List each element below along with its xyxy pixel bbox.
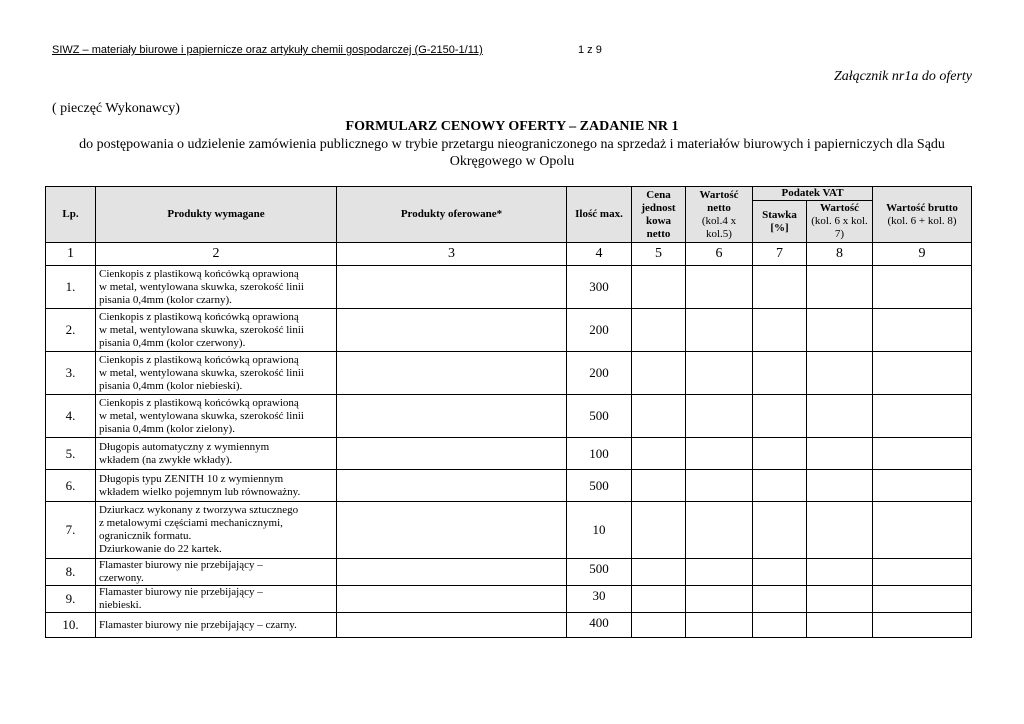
- description-line: w metal, wentylowana skuwka, szerokość linii: [99, 366, 304, 379]
- column-number: 9: [873, 243, 972, 266]
- description-line: pisania 0,4mm (kolor czarny).: [99, 293, 232, 306]
- vat-rate-cell[interactable]: [753, 352, 807, 395]
- vat-rate-cell[interactable]: [753, 309, 807, 352]
- gross-value-cell[interactable]: [873, 613, 972, 638]
- unit-price-cell[interactable]: [632, 502, 686, 559]
- description-line: pisania 0,4mm (kolor czerwony).: [99, 336, 246, 349]
- description-line: Dziurkacz wykonany z tworzywa sztucznego: [99, 504, 299, 516]
- quantity-cell: 300: [567, 266, 632, 309]
- gross-value-cell[interactable]: [873, 438, 972, 470]
- contractor-stamp-label: ( pieczęć Wykonawcy): [52, 101, 180, 116]
- table-row: [46, 559, 972, 586]
- net-value-cell[interactable]: [686, 470, 753, 502]
- row-number: 5.: [46, 438, 96, 470]
- row-number: 3.: [46, 352, 96, 395]
- description-line: ogranicznik formatu.: [99, 530, 192, 542]
- vat-rate-cell[interactable]: [753, 613, 807, 638]
- offered-product-cell[interactable]: [337, 470, 567, 502]
- quantity-cell: 400: [567, 613, 632, 638]
- required-product-description: [96, 266, 337, 309]
- table-row: [46, 470, 972, 502]
- offered-product-cell[interactable]: [337, 586, 567, 613]
- required-product-description: [96, 395, 337, 438]
- header-net-value: [686, 187, 753, 243]
- offered-product-cell[interactable]: [337, 613, 567, 638]
- gross-value-cell[interactable]: [873, 309, 972, 352]
- column-number: 3: [337, 243, 567, 266]
- required-product-description: [96, 586, 337, 613]
- header-vat-value: [807, 201, 873, 243]
- net-value-cell[interactable]: [686, 438, 753, 470]
- row-number: 9.: [46, 586, 96, 613]
- header-lp: Lp.: [46, 187, 96, 243]
- description-line: w metal, wentylowana skuwka, szerokość linii: [99, 323, 304, 336]
- header-unit-price: Cena jednost kowa netto: [632, 187, 686, 243]
- net-value-cell[interactable]: [686, 395, 753, 438]
- description-line: Cienkopis z plastikową końcówką oprawioną: [99, 267, 299, 280]
- column-number: 4: [567, 243, 632, 266]
- description-line: wkładem (na zwykłe wkłady).: [99, 453, 233, 466]
- vat-value-cell[interactable]: [807, 395, 873, 438]
- description-line: Dziurkowanie do 22 kartek.: [99, 543, 222, 555]
- description-line: pisania 0,4mm (kolor zielony).: [99, 422, 235, 435]
- unit-price-cell[interactable]: [632, 470, 686, 502]
- column-number: 5: [632, 243, 686, 266]
- net-value-cell[interactable]: [686, 309, 753, 352]
- gross-value-cell[interactable]: [873, 395, 972, 438]
- header-vat-value-note: (kol. 6 x kol. 7): [811, 215, 868, 240]
- header-quantity: Ilość max.: [567, 187, 632, 243]
- description-line: Cienkopis z plastikową końcówką oprawioną: [99, 396, 299, 409]
- header-text: SIWZ – materiały biurowe i papiernicze oraz artykuły chemii gospodarczej (G-2150-1/11): [52, 44, 483, 56]
- description-line: w metal, wentylowana skuwka, szerokość linii: [99, 409, 304, 422]
- column-number: 7: [753, 243, 807, 266]
- table-row: [46, 352, 972, 395]
- vat-value-cell[interactable]: [807, 266, 873, 309]
- unit-price-cell[interactable]: [632, 395, 686, 438]
- offered-product-cell[interactable]: [337, 395, 567, 438]
- header-offered-products: Produkty oferowane*: [337, 187, 567, 243]
- net-value-cell[interactable]: [686, 352, 753, 395]
- table-row: [46, 438, 972, 470]
- gross-value-cell[interactable]: [873, 470, 972, 502]
- net-value-cell[interactable]: [686, 613, 753, 638]
- vat-value-cell[interactable]: [807, 502, 873, 559]
- vat-rate-cell[interactable]: [753, 266, 807, 309]
- column-number: 8: [807, 243, 873, 266]
- table-row: [46, 586, 972, 613]
- price-table: [45, 186, 972, 638]
- header-vat-value-label: Wartość: [819, 202, 860, 214]
- form-title: FORMULARZ CENOWY OFERTY – ZADANIE NR 1: [345, 119, 679, 134]
- unit-price-cell[interactable]: [632, 559, 686, 586]
- offered-product-cell[interactable]: [337, 559, 567, 586]
- row-number: 1.: [46, 266, 96, 309]
- description-line: Długopis automatyczny z wymiennym: [99, 440, 270, 453]
- vat-rate-cell[interactable]: [753, 438, 807, 470]
- description-line: z metalowymi częściami mechanicznymi,: [99, 517, 283, 529]
- vat-rate-cell[interactable]: [753, 559, 807, 586]
- row-number: 10.: [46, 613, 96, 638]
- description-line: Flamaster biurowy nie przebijający – czarny.: [99, 618, 297, 631]
- quantity-cell: 10: [567, 502, 632, 559]
- table-row: [46, 266, 972, 309]
- annex-label: Załącznik nr1a do oferty: [833, 69, 972, 84]
- required-product-description: [96, 613, 337, 638]
- column-number: 6: [686, 243, 753, 266]
- row-number: 8.: [46, 559, 96, 586]
- document-header: [52, 44, 600, 56]
- gross-value-cell[interactable]: [873, 502, 972, 559]
- form-subtitle: do postępowania o udzielenie zamówienia publicznego w trybie przetargu nieograniczonego na sprzedaż i materiałów biurowych i papierniczych dla Sądu Okręgowego w Opolu: [79, 137, 945, 169]
- description-line: w metal, wentylowana skuwka, szerokość linii: [99, 280, 304, 293]
- description-line: Długopis typu ZENITH 10 z wymiennym: [99, 472, 284, 485]
- page-number: 1 z 9: [578, 44, 602, 56]
- description-line: Flamaster biurowy nie przebijający –: [99, 559, 263, 571]
- gross-value-cell[interactable]: [873, 352, 972, 395]
- description-line: Cienkopis z plastikową końcówką oprawioną: [99, 310, 299, 323]
- vat-rate-cell[interactable]: [753, 502, 807, 559]
- header-vat-rate: Stawka [%]: [753, 201, 807, 243]
- unit-price-cell[interactable]: [632, 352, 686, 395]
- description-line: Cienkopis z plastikową końcówką oprawioną: [99, 353, 299, 366]
- offered-product-cell[interactable]: [337, 502, 567, 559]
- header-gross-label: Wartość brutto: [886, 201, 958, 214]
- offered-product-cell[interactable]: [337, 309, 567, 352]
- table-row: [46, 502, 972, 559]
- net-value-cell[interactable]: [686, 559, 753, 586]
- header-vat: Podatek VAT: [753, 187, 873, 201]
- unit-price-cell[interactable]: [632, 266, 686, 309]
- row-number: 7.: [46, 502, 96, 559]
- vat-value-cell[interactable]: [807, 352, 873, 395]
- offered-product-cell[interactable]: [337, 352, 567, 395]
- quantity-cell: 30: [567, 586, 632, 613]
- quantity-cell: 500: [567, 470, 632, 502]
- vat-rate-cell[interactable]: [753, 395, 807, 438]
- vat-rate-cell[interactable]: [753, 586, 807, 613]
- quantity-cell: 200: [567, 352, 632, 395]
- quantity-cell: 200: [567, 309, 632, 352]
- column-number-row: [46, 243, 972, 266]
- description-line: pisania 0,4mm (kolor niebieski).: [99, 379, 243, 392]
- required-product-description: [96, 352, 337, 395]
- table-row: [46, 613, 972, 638]
- vat-value-cell[interactable]: [807, 309, 873, 352]
- header-net-value-label: Wartość netto: [699, 188, 739, 214]
- table-row: [46, 395, 972, 438]
- description-line: niebieski.: [99, 599, 142, 611]
- unit-price-cell[interactable]: [632, 438, 686, 470]
- header-gross-value: [873, 187, 972, 243]
- gross-value-cell[interactable]: [873, 586, 972, 613]
- header-gross-note: (kol. 6 + kol. 8): [887, 214, 957, 227]
- vat-value-cell[interactable]: [807, 586, 873, 613]
- vat-value-cell[interactable]: [807, 613, 873, 638]
- quantity-cell: 100: [567, 438, 632, 470]
- unit-price-cell[interactable]: [632, 613, 686, 638]
- description-line: czerwony.: [99, 572, 144, 584]
- required-product-description: [96, 470, 337, 502]
- header-net-value-note: (kol.4 x kol.5): [701, 214, 737, 240]
- quantity-cell: 500: [567, 395, 632, 438]
- net-value-cell[interactable]: [686, 266, 753, 309]
- row-number: 4.: [46, 395, 96, 438]
- vat-value-cell[interactable]: [807, 470, 873, 502]
- column-number: 1: [46, 243, 96, 266]
- unit-price-cell[interactable]: [632, 586, 686, 613]
- vat-value-cell[interactable]: [807, 438, 873, 470]
- table-row: [46, 309, 972, 352]
- required-product-description: [96, 309, 337, 352]
- row-number: 2.: [46, 309, 96, 352]
- required-product-description: [96, 502, 337, 559]
- vat-value-cell[interactable]: [807, 559, 873, 586]
- offered-product-cell[interactable]: [337, 266, 567, 309]
- gross-value-cell[interactable]: [873, 559, 972, 586]
- required-product-description: [96, 438, 337, 470]
- description-line: wkładem wielko pojemnym lub równoważny.: [99, 485, 301, 498]
- row-number: 6.: [46, 470, 96, 502]
- column-number: 2: [96, 243, 337, 266]
- net-value-cell[interactable]: [686, 586, 753, 613]
- required-product-description: [96, 559, 337, 586]
- header-required-products: Produkty wymagane: [96, 187, 337, 243]
- offered-product-cell[interactable]: [337, 438, 567, 470]
- quantity-cell: 500: [567, 559, 632, 586]
- net-value-cell[interactable]: [686, 502, 753, 559]
- vat-rate-cell[interactable]: [753, 470, 807, 502]
- gross-value-cell[interactable]: [873, 266, 972, 309]
- description-line: Flamaster biurowy nie przebijający –: [99, 586, 263, 598]
- unit-price-cell[interactable]: [632, 309, 686, 352]
